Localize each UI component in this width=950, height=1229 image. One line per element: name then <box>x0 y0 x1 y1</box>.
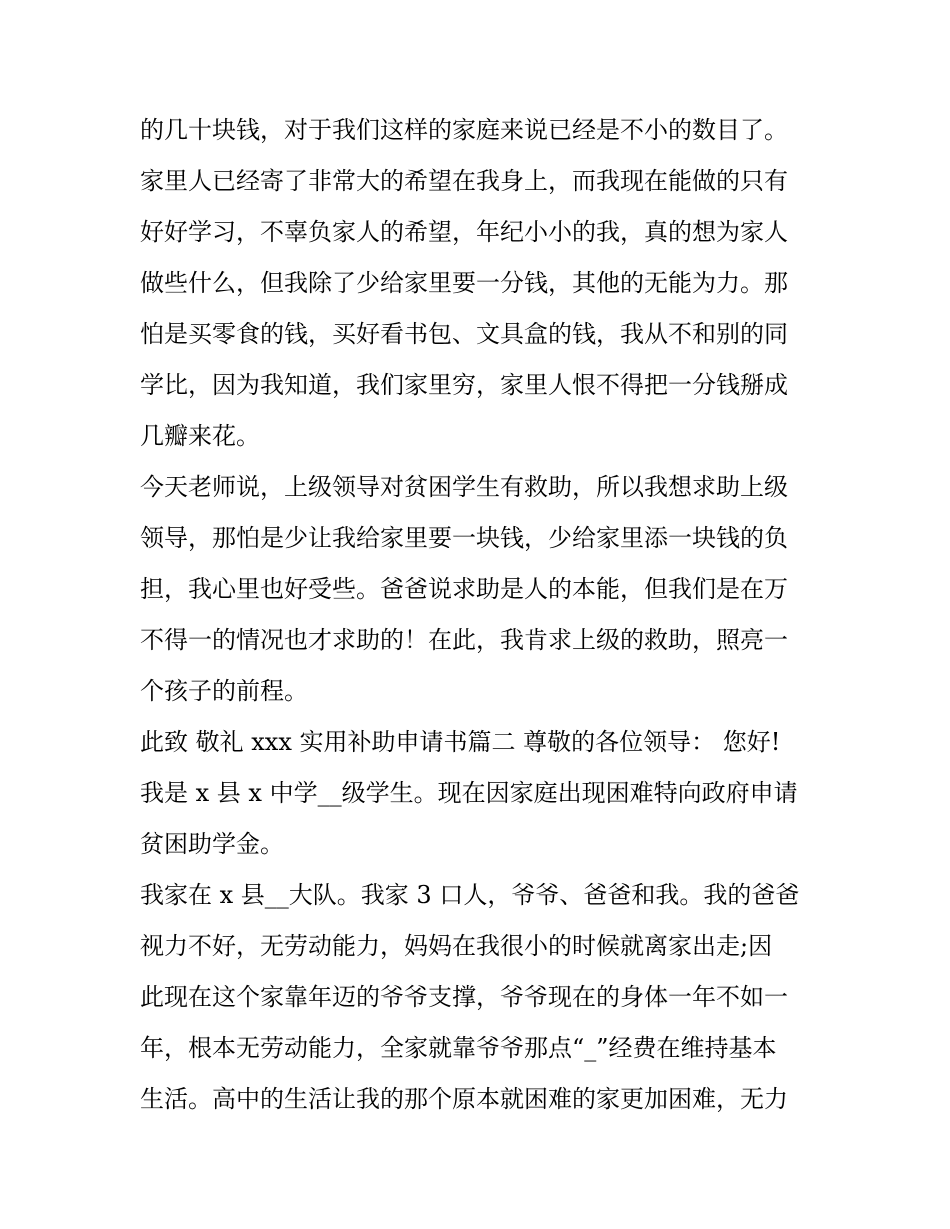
text-line: 年，根本无劳动能力，全家就靠爷爷那点“_”经费在维持基本 <box>140 1034 777 1062</box>
text-line: 个孩子的前程。 <box>140 677 308 705</box>
text-line: 好好学习，不辜负家人的希望，年纪小小的我，真的想为家人 <box>140 218 788 246</box>
text-line: 贫困助学金。 <box>140 830 284 858</box>
text-line: 不得一的情况也才求助的！在此，我肯求上级的救助，照亮一 <box>140 626 788 654</box>
text-line: 我是 x 县 x 中学__级学生。现在因家庭出现困难特向政府申请 <box>140 779 798 807</box>
text-line: 今天老师说，上级领导对贫困学生有救助，所以我想求助上级 <box>140 473 788 501</box>
text-line: 学比，因为我知道，我们家里穷，家里人恨不得把一分钱掰成 <box>140 371 788 399</box>
text-line: 视力不好，无劳动能力，妈妈在我很小的时候就离家出走;因 <box>140 932 773 960</box>
text-line: 此致 敬礼 xxx 实用补助申请书篇二 尊敬的各位领导： 您好! <box>140 728 781 756</box>
text-line: 怕是买零食的钱，买好看书包、文具盒的钱，我从不和别的同 <box>140 320 788 348</box>
text-line: 几瓣来花。 <box>140 422 260 450</box>
text-line: 领导，那怕是少让我给家里要一块钱，少给家里添一块钱的负 <box>140 524 788 552</box>
text-line: 此现在这个家靠年迈的爷爷支撑，爷爷现在的身体一年不如一 <box>140 983 788 1011</box>
text-line: 生活。高中的生活让我的那个原本就困难的家更加困难，无力 <box>140 1085 788 1113</box>
text-line: 的几十块钱，对于我们这样的家庭来说已经是不小的数目了。 <box>140 116 788 144</box>
text-line: 我家在 x 县__大队。我家 3 口人，爷爷、爸爸和我。我的爸爸 <box>140 881 800 909</box>
text-line: 担，我心里也好受些。爸爸说求助是人的本能，但我们是在万 <box>140 575 788 603</box>
text-line: 做些什么，但我除了少给家里要一分钱，其他的无能为力。那 <box>140 269 788 297</box>
text-line: 家里人已经寄了非常大的希望在我身上，而我现在能做的只有 <box>140 167 788 195</box>
body-text <box>140 105 820 1125</box>
